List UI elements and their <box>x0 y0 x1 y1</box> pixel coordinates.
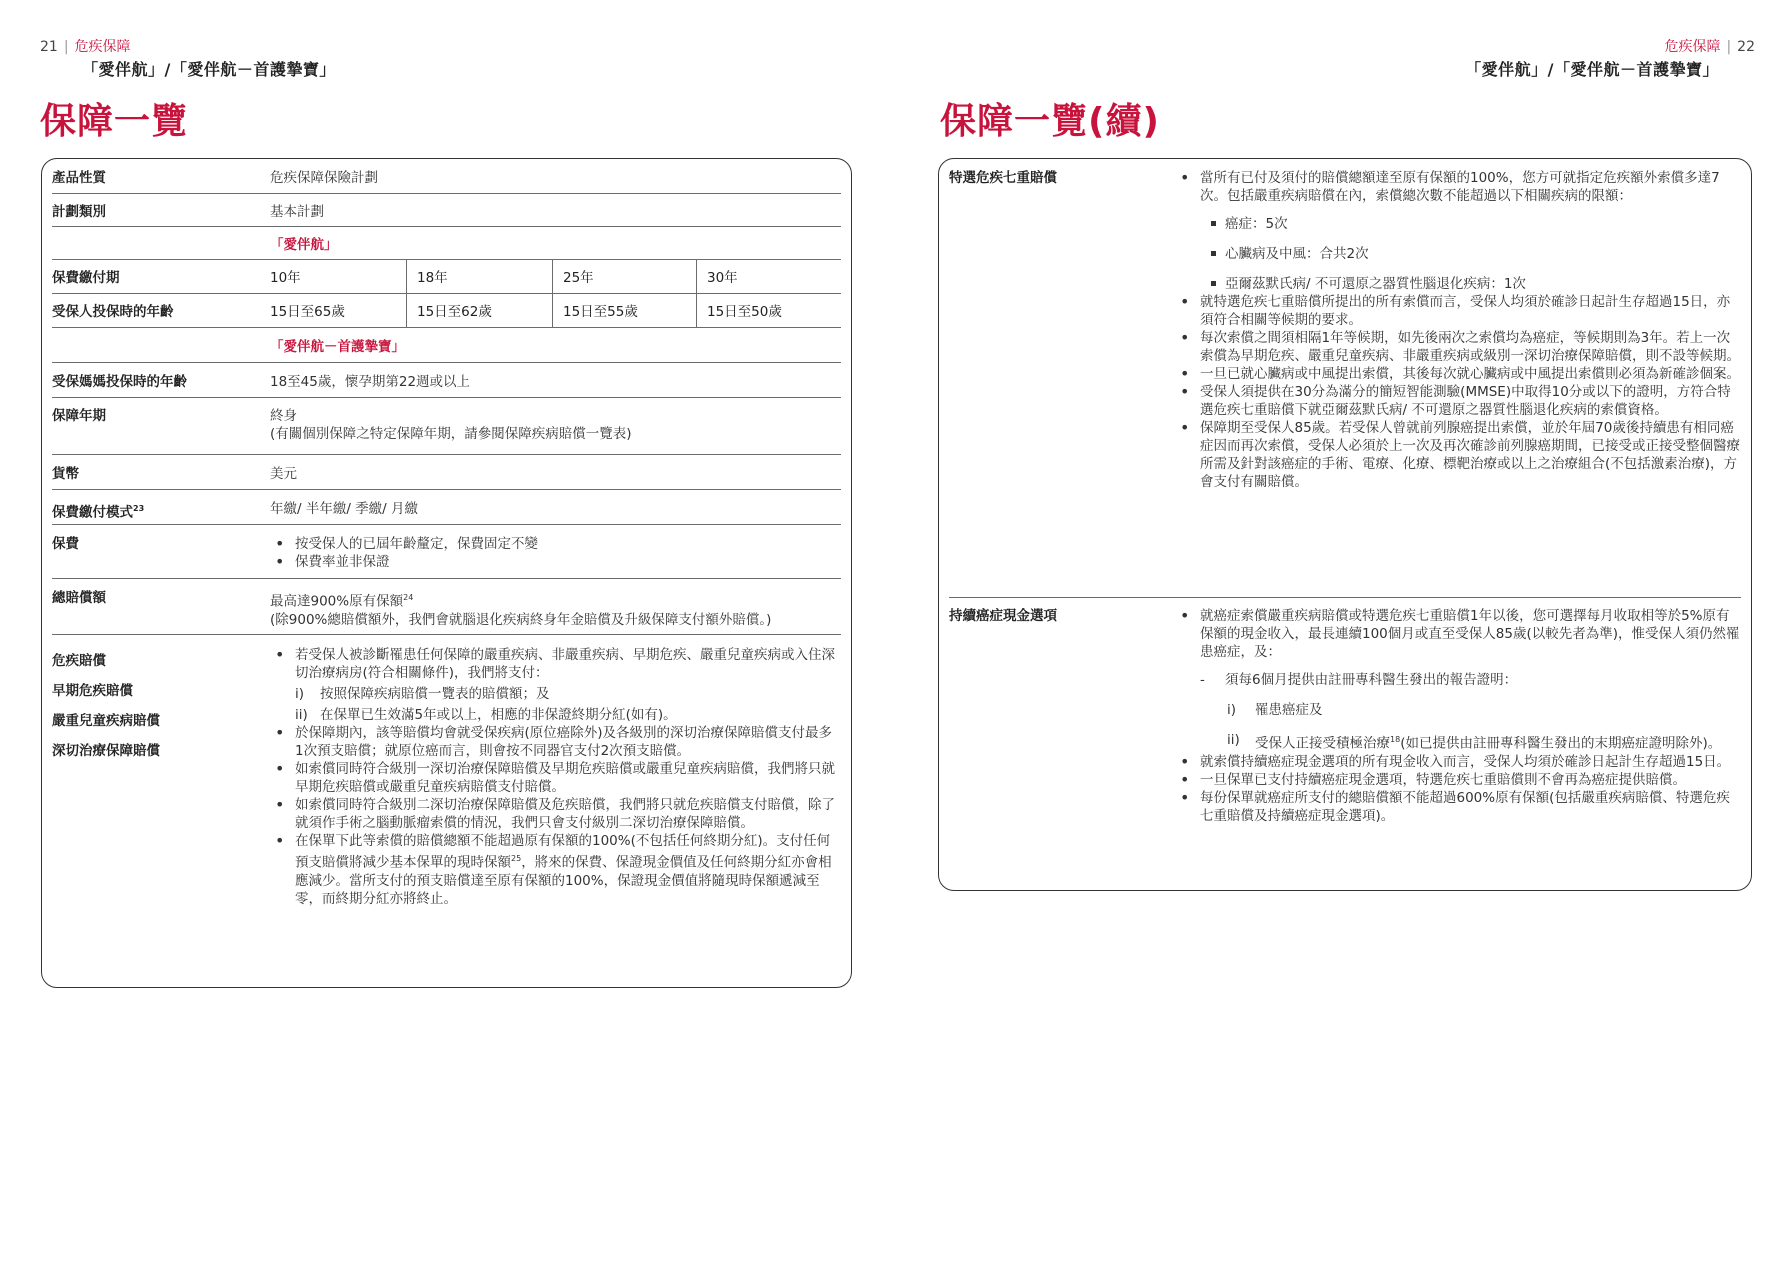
row-value: 基本計劃 <box>270 204 324 220</box>
row-label: 計劃類別 <box>52 204 106 220</box>
value-text: 最高達900%原有保額 <box>270 593 404 610</box>
table-row <box>52 363 841 398</box>
list-item: • 於保障期內，該等賠償均會就受保疾病(原位癌除外)及各級別的深切治療保障賠償支付最多1次預支賠償；就原位癌而言，則會按不同器官支付2次預支賠償。 <box>270 724 837 760</box>
list-item: • 如索償同時符合級別二深切治療保障賠償及危疾賠償，我們將只就危疾賠償支付賠償，除了就須作手術之腦動脈瘤索償的情況，我們只會支付級別二深切治療保障賠償。 <box>270 796 837 832</box>
row-label: 深切治療保障賠償 <box>52 743 160 759</box>
row-label: 危疾賠償 <box>52 653 106 669</box>
value-line: (除900%總賠償額外，我們會就腦退化疾病終身年金賠償及升級保障支付額外賠償。) <box>270 611 772 628</box>
left-page <box>0 0 893 1263</box>
sub-item <box>1175 701 1741 719</box>
list-item: • 一旦已就心臟病或中風提出索償，其後每次就心臟病或中風提出索償則必須為新確診個案。 <box>1175 365 1741 383</box>
table-row <box>52 490 841 525</box>
row-label: 保費繳付期 <box>52 270 120 286</box>
sub-item-text: 按照保障疾病賠償一覽表的賠償額；及 <box>320 686 550 702</box>
table-row <box>949 159 1741 598</box>
row-label <box>52 500 144 522</box>
row-label: 早期危疾賠償 <box>52 683 133 699</box>
row-value <box>1175 169 1741 491</box>
bullet-list <box>270 535 837 571</box>
bullet-list <box>1175 753 1741 825</box>
table-row <box>52 159 841 194</box>
footnote-ref: 24 <box>403 593 414 602</box>
page-title: 保障一覽 <box>40 101 189 142</box>
benefit-summary-table <box>41 158 852 988</box>
row-label: 總賠償額 <box>52 590 106 606</box>
footnote-ref: 18 <box>1390 735 1401 744</box>
list-item: • 受保人須提供在30分為滿分的簡短智能測驗(MMSE)中取得10分或以下的證明，方符合特選危疾七重賠償下就亞爾茲默氏病/ 不可還原之器質性腦退化疾病的索償資格。 <box>1175 383 1741 419</box>
page-number: 21 <box>40 39 58 55</box>
table-row <box>52 260 841 294</box>
table-cell: 15日至50歲 <box>696 294 842 327</box>
row-label: 產品性質 <box>52 170 106 186</box>
header-divider: | <box>63 39 69 55</box>
plan-b-heading: 「愛伴航－首護摯寶」 <box>270 339 405 355</box>
table-row <box>949 598 1741 888</box>
table-cell: 15日至62歲 <box>406 294 552 327</box>
table-row <box>52 194 841 227</box>
sub-item-key: i) <box>295 686 305 702</box>
item-text: • 若受保人被診斷罹患任何保障的嚴重疾病、非嚴重疾病、早期危疾、嚴重兒童疾病或入住深切治療病房(符合相關條件)，我們將支付： <box>295 647 835 681</box>
row-value: 年繳/ 半年繳/ 季繳/ 月繳 <box>270 501 419 517</box>
sub-item-text: 罹患癌症及 <box>1255 702 1323 718</box>
table-cell: 15日至65歲 <box>270 304 345 320</box>
bullet-list <box>270 724 837 908</box>
sub-item <box>1175 731 1741 753</box>
row-value <box>270 535 837 571</box>
page-title: 保障一覽(續) <box>940 101 1160 142</box>
row-value: 18至45歲，懷孕期第22週或以上 <box>270 374 471 390</box>
square-item: 癌症：5次 <box>1175 215 1741 233</box>
list-item: • 每份保單就癌症所支付的總賠償額不能超過600%原有保額(包括嚴重疾病賠償、特選危疾七重賠償及持續癌症現金選項)。 <box>1175 789 1741 825</box>
row-value <box>1175 607 1741 825</box>
page-number: 22 <box>1737 39 1755 55</box>
table-row <box>52 635 841 985</box>
cell-group <box>270 294 841 327</box>
list-item: • 當所有已付及須付的賠償總額達至原有保額的100%，您方可就指定危疾額外索償多達7次。包括嚴重疾病賠償在內，索償總次數不能超過以下相關疾病的限額： <box>1175 169 1741 205</box>
sub-item <box>270 685 837 703</box>
plan-names: 「愛伴航」/「愛伴航－首護摯寶」 <box>1465 60 1719 79</box>
list-item: • 按受保人的已屆年齡釐定，保費固定不變 <box>270 535 837 553</box>
row-label: 貨幣 <box>52 466 79 482</box>
dash-key: - <box>1200 672 1205 688</box>
value-line: (有關個別保障之特定保障年期，請參閱保障疾病賠償一覽表) <box>270 426 632 442</box>
bullet-list <box>1175 293 1741 491</box>
header-divider: | <box>1726 39 1732 55</box>
right-page <box>893 0 1787 1263</box>
section-name: 危疾保障 <box>1664 39 1721 55</box>
benefit-summary-table <box>938 158 1752 891</box>
item-text: 在保單下此等索償的賠償總額不能超過原有保額的100%(不包括任何終期分紅)。支付任何預支賠償將減少基本保單的現時保額 <box>295 833 831 871</box>
row-label-group <box>52 646 160 766</box>
list-item: • 如索償同時符合級別一深切治療保障賠償及早期危疾賠償或嚴重兒童疾病賠償，我們將只就早期危疾賠償或嚴重兒童疾病賠償支付賠償。 <box>270 760 837 796</box>
table-cell: 30年 <box>696 260 842 293</box>
row-value <box>270 646 837 908</box>
sub-item-key: ii) <box>295 707 308 723</box>
value-line <box>270 589 837 611</box>
list-item: • 每次索償之間須相隔1年等候期，如先後兩次之索償均為癌症，等候期則為3年。若上一次索償為早期危疾、嚴重兒童疾病、非嚴重疾病或級別一深切治療保障賠償，則不設等候期。 <box>1175 329 1741 365</box>
row-label: 持續癌症現金選項 <box>949 608 1057 624</box>
footnote-ref: 25 <box>511 854 522 863</box>
list-item: • 就索償持續癌症現金選項的所有現金收入而言，受保人均須於確診日起計生存超過15日。 <box>1175 753 1741 771</box>
list-item: • 就癌症索償嚴重疾病賠償或特選危疾七重賠償1年以後，您可選擇每月收取相等於5%原有保額的現金收入，最長連續100個月或直至受保人85歲(以較先者為準)，惟受保人須仍然罹患癌症，及： <box>1175 607 1741 661</box>
plan-names: 「愛伴航」/「愛伴航－首護摯寶」 <box>82 60 336 79</box>
list-item: • 保費率並非保證 <box>270 553 837 571</box>
square-item: 亞爾茲默氏病/ 不可還原之器質性腦退化疾病：1次 <box>1175 275 1741 293</box>
table-cell: 25年 <box>552 260 696 293</box>
bullet-list <box>1175 169 1741 205</box>
list-item: • 一旦保單已支付持續癌症現金選項，特選危疾七重賠償則不會再為癌症提供賠償。 <box>1175 771 1741 789</box>
section-name: 危疾保障 <box>74 39 131 55</box>
plan-a-heading: 「愛伴航」 <box>270 237 338 253</box>
sub-item-text: 在保單已生效滿5年或以上，相應的非保證終期分紅(如有)。 <box>320 707 677 723</box>
sub-item-text: (如已提供由註冊專科醫生發出的末期癌症證明除外)。 <box>1400 735 1722 752</box>
table-row <box>52 455 841 490</box>
row-value: 危疾保障保險計劃 <box>270 170 378 186</box>
table-cell: 15日至55歲 <box>552 294 696 327</box>
square-item: 心臟病及中風：合共2次 <box>1175 245 1741 263</box>
list-item <box>270 832 837 908</box>
sub-item-text: 受保人正接受積極治療 <box>1255 735 1390 752</box>
table-cell: 10年 <box>270 270 301 286</box>
dash-text: 須每6個月提供由註冊專科醫生發出的報告證明： <box>1225 672 1518 688</box>
row-label: 受保人投保時的年齡 <box>52 304 174 320</box>
row-value: 美元 <box>270 466 297 482</box>
table-cell: 18年 <box>406 260 552 293</box>
list-item: • 保障期至受保人85歲。若受保人曾就前列腺癌提出索償，並於年屆70歲後持續患有相同癌症因而再次索償，受保人必須於上一次及再次確診前列腺癌期間，已接受或正接受整個醫療所需及針對該癌症的手術、電療、化療、標靶治療或以上之治療組合(不包括激素治療)，方會支付有關賠償。 <box>1175 419 1741 491</box>
bullet-list <box>1175 607 1741 661</box>
plan-heading-row <box>52 328 841 363</box>
row-label: 特選危疾七重賠償 <box>949 170 1057 186</box>
sub-item-key: i) <box>1227 702 1237 718</box>
page-header <box>40 38 336 79</box>
cell-group <box>270 260 841 293</box>
row-label: 保費 <box>52 536 79 552</box>
table-row <box>52 398 841 455</box>
footnote-ref: 23 <box>133 504 145 513</box>
label-text: 保費繳付模式 <box>52 504 133 521</box>
item-text: ，將來的保費、保證現金價值及任何終期分紅亦會相應減少。當所支付的預支賠償達至原有保額的100%，保證現金價值將隨現時保額遞減至零，而終期分紅亦將終止。 <box>295 854 832 907</box>
row-label: 保障年期 <box>52 408 106 424</box>
sub-item-key: ii) <box>1227 732 1240 748</box>
value-line: 終身 <box>270 408 297 424</box>
row-value <box>270 407 837 443</box>
table-row <box>52 579 841 635</box>
row-label: 受保媽媽投保時的年齡 <box>52 374 187 390</box>
page-header <box>1465 38 1755 79</box>
sub-item <box>270 706 837 724</box>
bullet-list <box>270 646 837 682</box>
list-item <box>270 646 837 682</box>
row-value <box>270 589 837 629</box>
table-row <box>52 525 841 579</box>
table-row <box>52 294 841 328</box>
row-label: 嚴重兒童疾病賠償 <box>52 713 160 729</box>
plan-heading-row <box>52 227 841 260</box>
list-item: • 就特選危疾七重賠償所提出的所有索償而言，受保人均須於確診日起計生存超過15日，亦須符合相關等候期的要求。 <box>1175 293 1741 329</box>
dash-item <box>1175 671 1741 689</box>
